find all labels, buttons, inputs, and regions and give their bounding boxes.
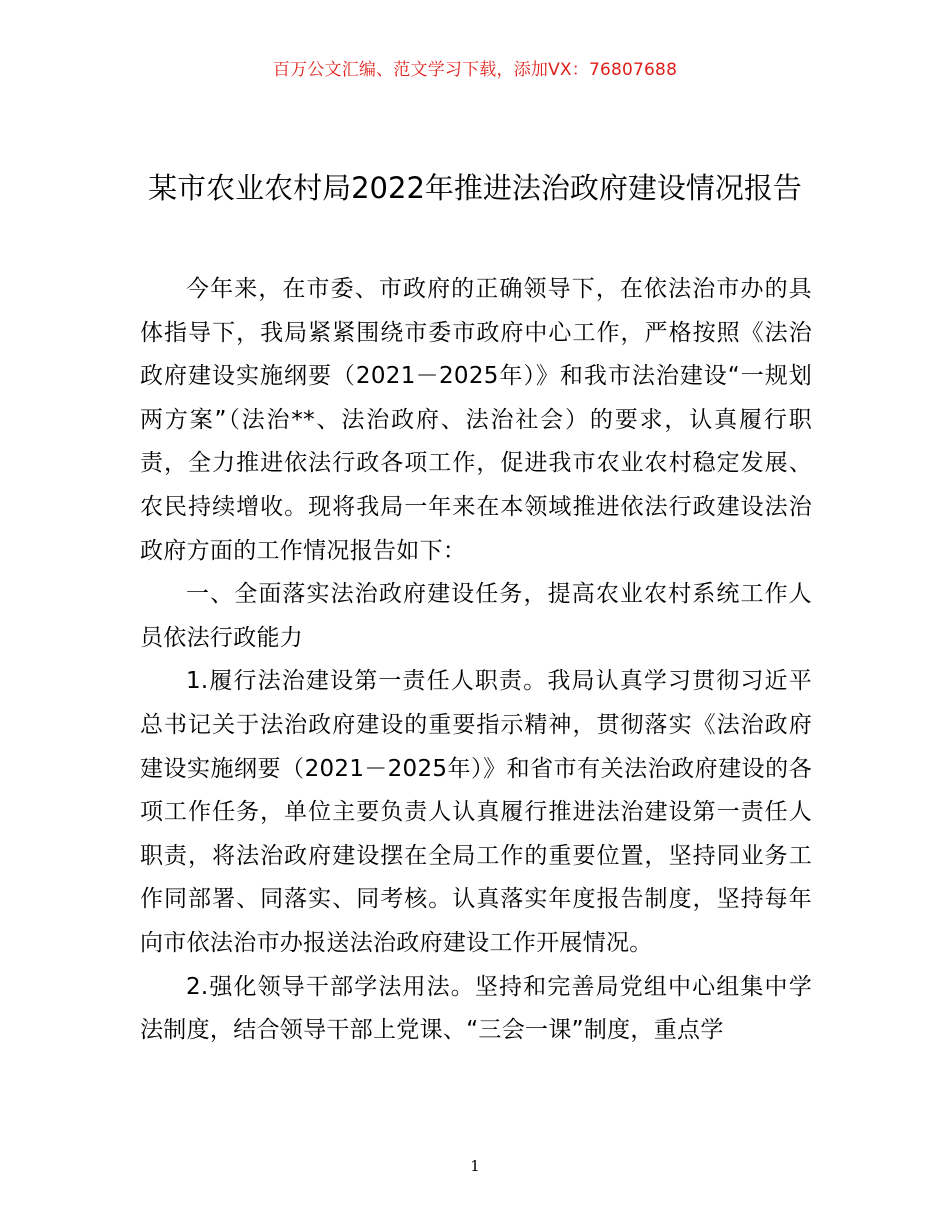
document-title: 某市农业农村局2022年推进法治政府建设情况报告 <box>148 171 802 205</box>
header-watermark-text: 百万公文汇编、范文学习下载，添加VX：76807688 <box>272 60 678 80</box>
paragraph-intro: 今年来，在市委、市政府的正确领导下，在依法治市办的具体指导下，我局紧紧围绕市委市政府中心工作，严格按照《法治政府建设实施纲要（2021－2025年）》和我市法治建设“一规划两方案”（法治**、法治政府、法治社会）的要求，认真履行职责，全力推进依法行政各项工作，促进我市农业农村稳定发展、农民持续增收。现将我局一年来在本领域推进依法行政建设法治政府方面的工作情况报告如下： <box>140 276 812 564</box>
paragraph-item-1: 1.履行法治建设第一责任人职责。我局认真学习贯彻习近平总书记关于法治政府建设的重要指示精神，贯彻落实《法治政府建设实施纲要（2021－2025年）》和省市有关法治政府建设的各项工作任务，单位主要负责人认真履行推进法治建设第一责任人职责，将法治政府建设摆在全局工作的重要位置，坚持同业务工作同部署、同落实、同考核。认真落实年度报告制度，坚持每年向市依法治市办报送法治政府建设工作开展情况。 <box>140 668 812 956</box>
section-heading-1: 一、全面落实法治政府建设任务，提高农业农村系统工作人员依法行政能力 <box>140 581 812 651</box>
page-number: 1 <box>470 1157 480 1175</box>
document-body <box>140 268 812 1053</box>
paragraph-item-2: 2.强化领导干部学法用法。坚持和完善局党组中心组集中学法制度，结合领导干部上党课、“三会一课”制度，重点学 <box>140 973 812 1044</box>
